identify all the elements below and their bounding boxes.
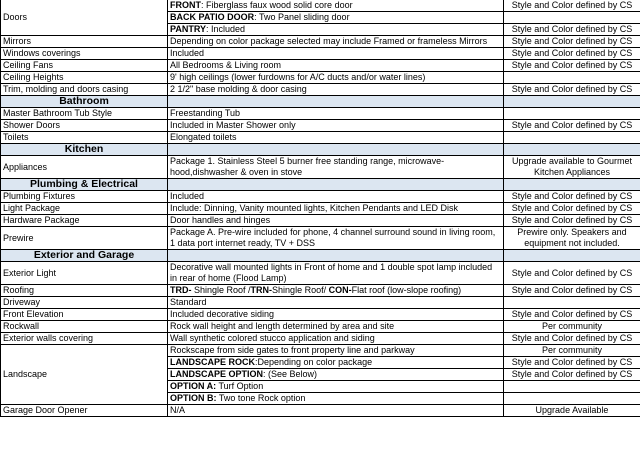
table-row-doors	[1, 0, 640, 12]
row-note	[504, 381, 640, 393]
roof-code: CON-	[328, 285, 352, 295]
row-label: Mirrors	[1, 36, 168, 48]
row-value: Included	[168, 191, 504, 203]
table-row-ceiling-heights	[1, 72, 640, 84]
row-value	[168, 345, 504, 357]
option-keyword: LANDSCAPE OPTION	[170, 369, 264, 379]
row-value	[168, 285, 504, 297]
section-blank	[168, 144, 504, 156]
row-value	[168, 369, 504, 381]
table-row-exterior-walls-covering	[1, 333, 640, 345]
row-note: Style and Color defined by CS	[504, 262, 640, 285]
row-value: Standard	[168, 297, 504, 309]
row-value	[168, 357, 504, 369]
row-value: Door handles and hinges	[168, 215, 504, 227]
section-title: Plumbing & Electrical	[1, 179, 168, 191]
row-label: Ceiling Heights	[1, 72, 168, 84]
option-text: : (See Below)	[263, 369, 318, 379]
table-row-shower-doors	[1, 120, 640, 132]
row-note: Style and Color defined by CS	[504, 309, 640, 321]
specifications-body	[1, 0, 640, 417]
roof-code: TRD-	[170, 285, 192, 295]
row-note	[504, 393, 640, 405]
row-value	[168, 12, 504, 24]
row-note	[504, 12, 640, 24]
table-row-roofing	[1, 285, 640, 297]
table-row-hardware-package	[1, 215, 640, 227]
row-label: Garage Door Opener	[1, 405, 168, 417]
row-value	[168, 24, 504, 36]
row-note: Style and Color defined by CS	[504, 203, 640, 215]
row-value	[168, 0, 504, 12]
row-note: Style and Color defined by CS	[504, 36, 640, 48]
table-row-windows-coverings	[1, 48, 640, 60]
row-value: Rock wall height and length determined by area and site	[168, 321, 504, 333]
section-header-bathroom	[1, 96, 640, 108]
row-note: Style and Color defined by CS	[504, 285, 640, 297]
row-note: Per community	[504, 321, 640, 333]
row-note: Style and Color defined by CS	[504, 24, 640, 36]
table-row-rockwall	[1, 321, 640, 333]
row-value: 2 1/2" base molding & door casing	[168, 84, 504, 96]
option-text: Rockscape from side gates to front property line and parkway	[170, 345, 415, 355]
section-blank	[504, 250, 640, 262]
row-value: Decorative wall mounted lights in Front of home and 1 double spot lamp included in rear of home (Flood Lamp)	[168, 262, 504, 285]
table-row-prewire	[1, 227, 640, 250]
roof-code: TRN-	[250, 285, 273, 295]
row-label: Exterior Light	[1, 262, 168, 285]
row-value: Depending on color package selected may include Framed or frameless Mirrors	[168, 36, 504, 48]
row-note: Style and Color defined by CS	[504, 215, 640, 227]
row-note: Style and Color defined by CS	[504, 60, 640, 72]
table-row-appliances	[1, 156, 640, 179]
row-label: Light Package	[1, 203, 168, 215]
row-note: Style and Color defined by CS	[504, 333, 640, 345]
option-keyword: OPTION A:	[170, 381, 217, 391]
row-label: Doors	[1, 0, 168, 36]
row-label: Rockwall	[1, 321, 168, 333]
section-title: Kitchen	[1, 144, 168, 156]
section-blank	[504, 96, 640, 108]
row-label: Front Elevation	[1, 309, 168, 321]
section-blank	[168, 250, 504, 262]
table-row-trim-molding-and-doors-casing	[1, 84, 640, 96]
option-text: Two tone Rock option	[216, 393, 306, 403]
row-value	[168, 393, 504, 405]
row-value: Elongated toilets	[168, 132, 504, 144]
option-keyword: FRONT	[170, 0, 201, 10]
option-keyword: LANDSCAPE ROCK	[170, 357, 256, 367]
section-title: Exterior and Garage	[1, 250, 168, 262]
table-row-front-elevation	[1, 309, 640, 321]
option-text: : Two Panel sliding door	[254, 12, 350, 22]
table-row-garage-door-opener	[1, 405, 640, 417]
row-value: Package 1. Stainless Steel 5 burner free standing range, microwave-hood,dishwasher & oven in stove	[168, 156, 504, 179]
table-row-ceiling-fans	[1, 60, 640, 72]
row-note: Upgrade Available	[504, 405, 640, 417]
roof-text: Flat roof (low-slope roofing)	[351, 285, 462, 295]
row-note	[504, 108, 640, 120]
table-row-landscape	[1, 345, 640, 357]
option-keyword: PANTRY	[170, 24, 206, 34]
row-note: Style and Color defined by CS	[504, 369, 640, 381]
row-note	[504, 72, 640, 84]
table-row-toilets	[1, 132, 640, 144]
section-header-plumbing-electrical	[1, 179, 640, 191]
roof-text: Shingle Roof/	[272, 285, 329, 295]
table-row-exterior-light	[1, 262, 640, 285]
row-label: Toilets	[1, 132, 168, 144]
row-note: Style and Color defined by CS	[504, 48, 640, 60]
section-blank	[504, 144, 640, 156]
row-label: Plumbing Fixtures	[1, 191, 168, 203]
row-label: Hardware Package	[1, 215, 168, 227]
row-label: Prewire	[1, 227, 168, 250]
row-note: Prewire only. Speakers and equipment not included.	[504, 227, 640, 250]
row-label: Ceiling Fans	[1, 60, 168, 72]
table-row-mirrors	[1, 36, 640, 48]
row-note: Style and Color defined by CS	[504, 191, 640, 203]
row-note: Style and Color defined by CS	[504, 120, 640, 132]
row-value: Included decorative siding	[168, 309, 504, 321]
row-note	[504, 297, 640, 309]
row-value: All Bedrooms & Living room	[168, 60, 504, 72]
row-label: Driveway	[1, 297, 168, 309]
table-row-driveway	[1, 297, 640, 309]
row-value: Include: Dinning, Vanity mounted lights, Kitchen Pendants and LED Disk	[168, 203, 504, 215]
section-blank	[504, 179, 640, 191]
row-label: Master Bathroom Tub Style	[1, 108, 168, 120]
option-keyword: BACK PATIO DOOR	[170, 12, 255, 22]
table-row-master-bathroom-tub-style	[1, 108, 640, 120]
row-value: Freestanding Tub	[168, 108, 504, 120]
row-label: Shower Doors	[1, 120, 168, 132]
section-header-kitchen	[1, 144, 640, 156]
option-text: : Included	[206, 24, 246, 34]
row-note: Upgrade available to Gourmet Kitchen Appliances	[504, 156, 640, 179]
row-label: Roofing	[1, 285, 168, 297]
row-note: Style and Color defined by CS	[504, 84, 640, 96]
roof-text: Shingle Roof /	[191, 285, 251, 295]
row-note: Per community	[504, 345, 640, 357]
section-blank	[168, 96, 504, 108]
row-label: Windows coverings	[1, 48, 168, 60]
table-row-plumbing-fixtures	[1, 191, 640, 203]
section-blank	[168, 179, 504, 191]
row-label: Exterior walls covering	[1, 333, 168, 345]
row-value: Included in Master Shower only	[168, 120, 504, 132]
row-value	[168, 381, 504, 393]
section-header-exterior-and-garage	[1, 250, 640, 262]
row-label: Landscape	[1, 345, 168, 405]
row-note	[504, 132, 640, 144]
row-value: 9' high ceilings (lower furdowns for A/C ducts and/or water lines)	[168, 72, 504, 84]
row-value: Package A. Pre-wire included for phone, 4 channel surround sound in living room, 1 data port internet ready, TV + DSS	[168, 227, 504, 250]
section-title: Bathroom	[1, 96, 168, 108]
option-text: :Depending on color package	[255, 357, 373, 367]
option-text: : Fiberglass faux wood solid core door	[201, 0, 353, 10]
row-value: N/A	[168, 405, 504, 417]
row-note: Style and Color defined by CS	[504, 357, 640, 369]
table-row-light-package	[1, 203, 640, 215]
option-text: Turf Option	[216, 381, 264, 391]
option-keyword: OPTION B:	[170, 393, 217, 403]
row-value: Included	[168, 48, 504, 60]
row-label: Appliances	[1, 156, 168, 179]
row-label: Trim, molding and doors casing	[1, 84, 168, 96]
row-value: Wall synthetic colored stucco application and siding	[168, 333, 504, 345]
row-note: Style and Color defined by CS	[504, 0, 640, 12]
